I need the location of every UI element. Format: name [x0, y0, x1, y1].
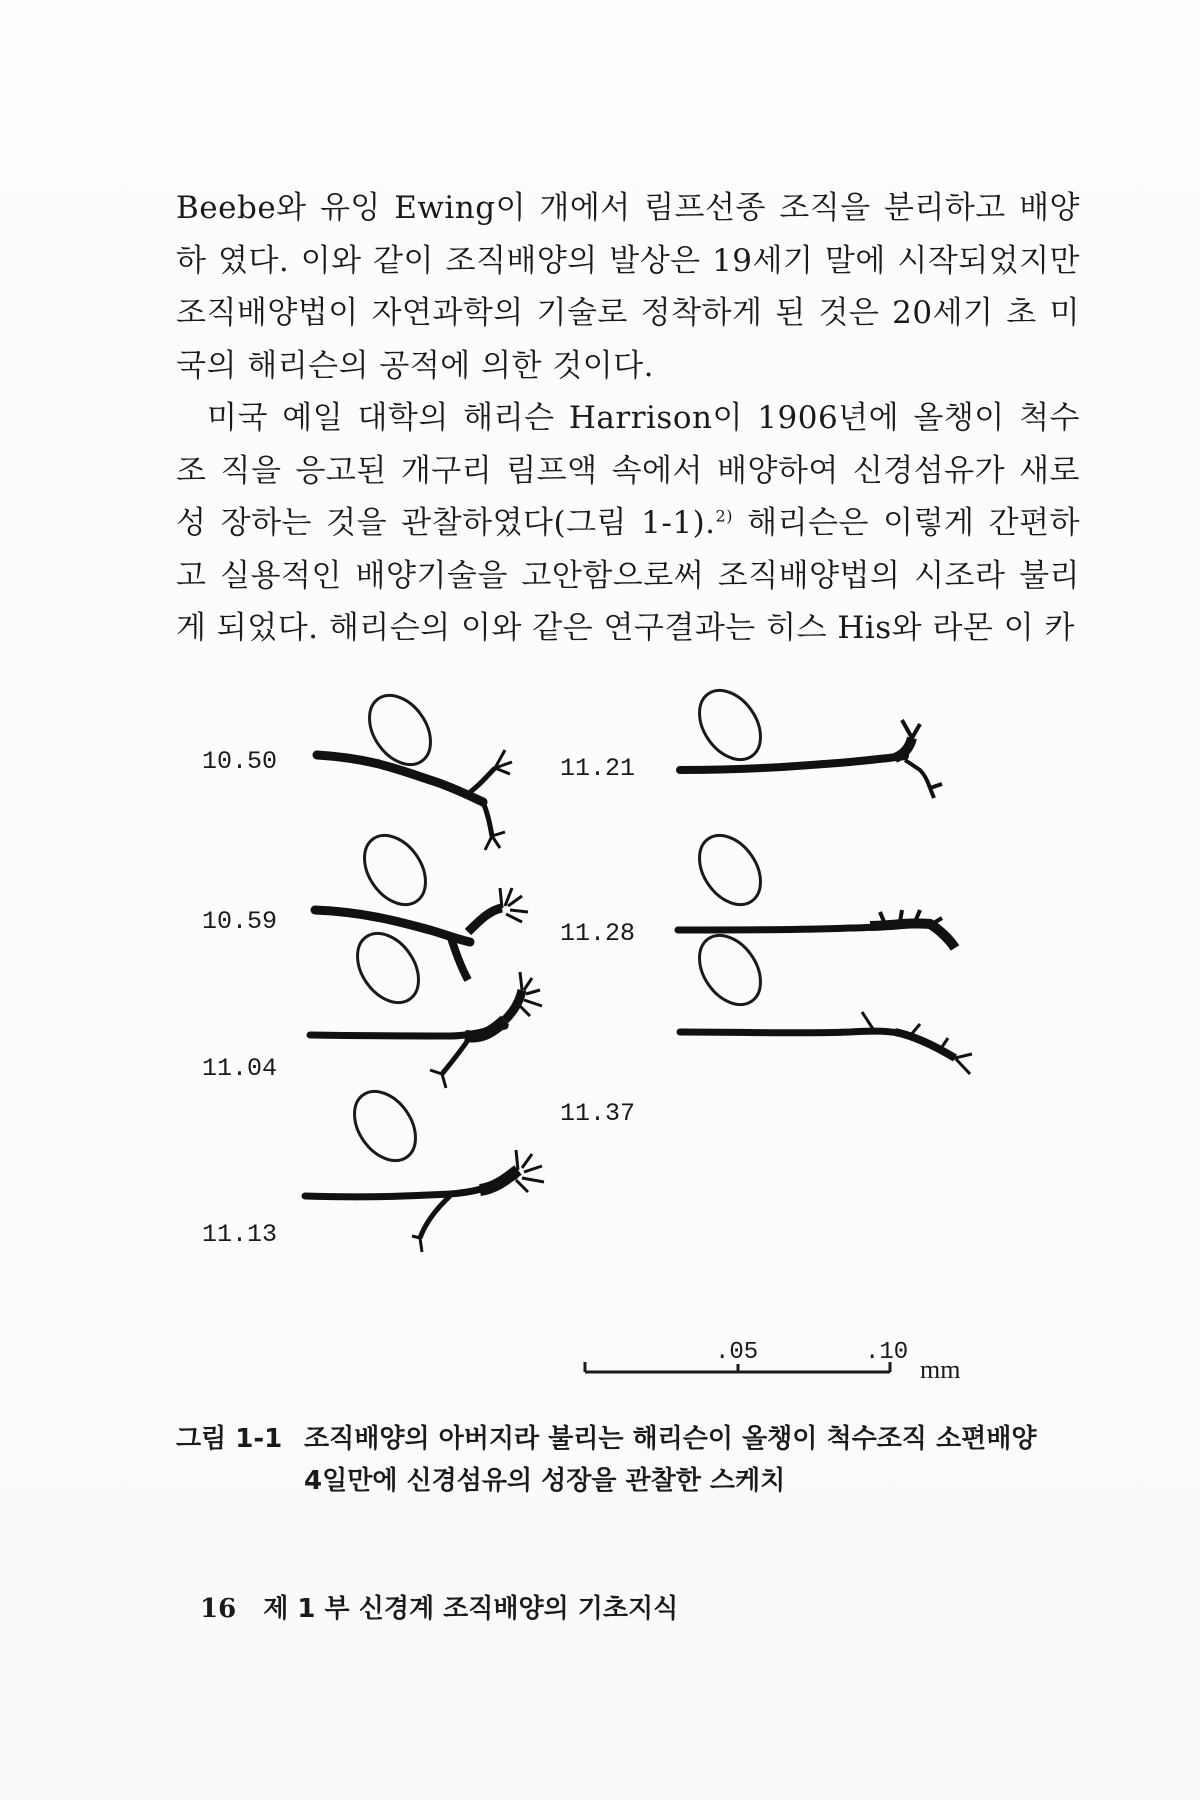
- time-label: 10.50: [202, 747, 278, 776]
- text-line: 였다. 이와 같이 조직배양의 발상은 19세기 말에 시작되었지만: [217, 242, 1081, 279]
- scale-bar: [585, 1339, 960, 1384]
- text-line: 직을 응고된 개구리 림프액 속에서 배양하여 신경섬유가 새로 성: [176, 452, 1080, 541]
- caption-line: 4일만에 신경섬유의 성장을 관찰한 스케치: [304, 1466, 786, 1496]
- sketch-10-59: [202, 824, 528, 980]
- paragraph-1: [176, 182, 1080, 392]
- page-number: 16: [200, 1594, 237, 1624]
- sketch-11-04: [202, 922, 542, 1088]
- text-line: 장하는 것을 관찰하였다(그림 1-1).: [220, 505, 716, 541]
- figure-1-1: [150, 680, 1090, 1410]
- nerve-fiber-sketches: [150, 680, 1090, 1410]
- text-line: 해리슨은 이렇게 간편하고: [176, 505, 1080, 594]
- sketch-11-21: [560, 680, 942, 798]
- sketch-10-50: [202, 684, 512, 850]
- text-line: 국의 해리슨의 공적에 의한 것이다.: [176, 347, 655, 384]
- text-line: 되었다. 해리슨의 이와 같은 연구결과는 히스 His와 라몬 이 카: [216, 610, 1075, 646]
- footnote-ref: 2): [715, 506, 733, 526]
- text-line: 실용적인 배양기술을 고안함으로써 조직배양법의 시조라 불리게: [176, 557, 1080, 646]
- page-footer: [200, 1588, 678, 1625]
- paragraph-2: [176, 392, 1080, 655]
- scale-unit: mm: [920, 1355, 961, 1384]
- text-line: 미국 예일 대학의 해리슨 Harrison이 1906년에 올챙이 척수조: [176, 400, 1080, 489]
- sketch-11-28: [560, 824, 955, 948]
- running-head: 제 1 부 신경계 조직배양의 기초지식: [263, 1594, 679, 1624]
- time-label: 11.13: [202, 1220, 278, 1249]
- time-label: 11.28: [560, 919, 636, 948]
- text-line: 조직배양법이 자연과학의 기술로 정착하게 된 것은 20세기 초 미: [176, 295, 1080, 331]
- caption-label: 그림 1-1: [176, 1424, 283, 1454]
- body-text: [176, 182, 1080, 655]
- time-label: 11.37: [560, 1099, 636, 1128]
- time-label: 10.59: [202, 907, 278, 936]
- sketch-11-37: [560, 924, 972, 1128]
- time-label: 11.21: [560, 754, 636, 783]
- scale-tick-label: .10: [865, 1339, 909, 1366]
- time-label: 11.04: [202, 1054, 278, 1083]
- caption-line: 조직배양의 아버지라 불리는 해리슨이 올챙이 척수조직 소편배양: [304, 1424, 1037, 1454]
- scale-tick-label: .05: [715, 1339, 759, 1366]
- sketch-11-13: [202, 1080, 544, 1252]
- text-line: Beebe와 유잉 Ewing이 개에서 림프선종 조직을 분리하고 배양하: [176, 190, 1080, 279]
